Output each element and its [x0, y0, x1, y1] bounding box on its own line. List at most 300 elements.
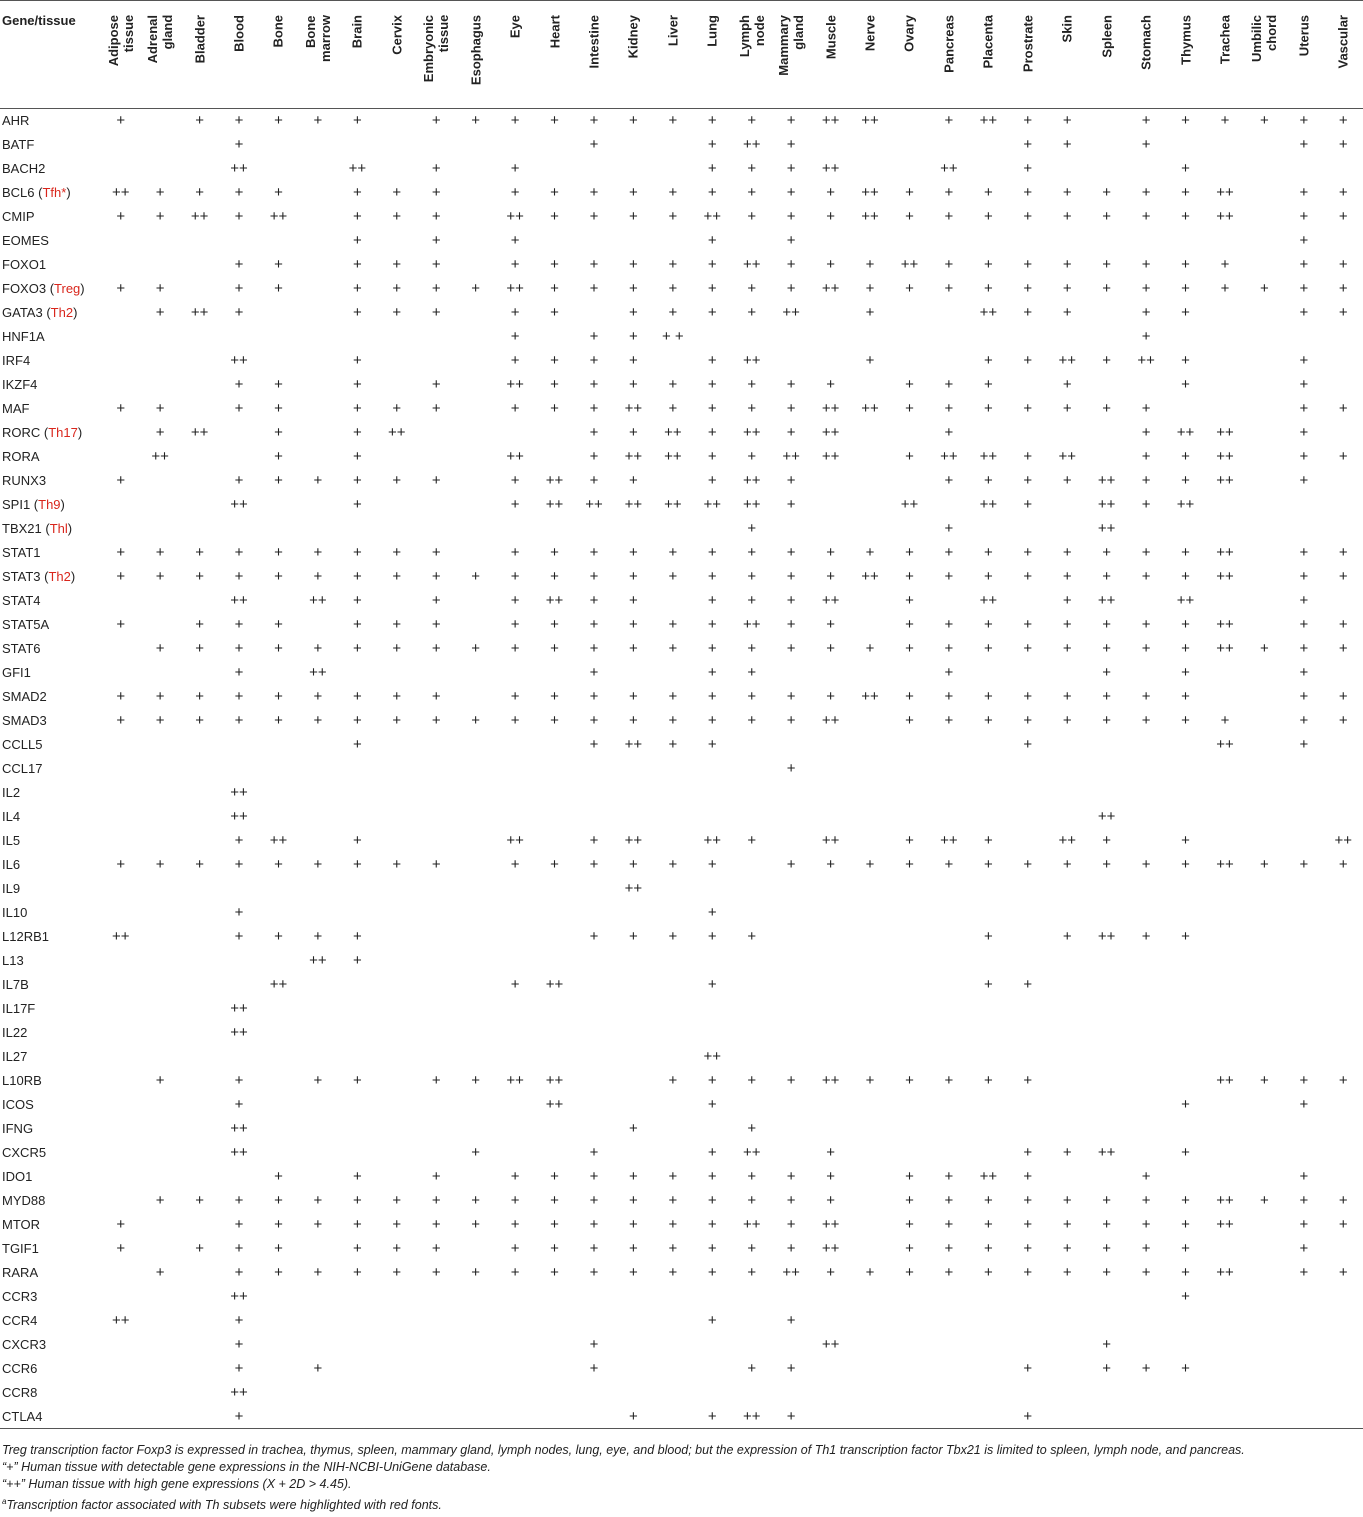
tissue-header-label: Adipose tissue — [105, 15, 136, 67]
tissue-header-label: Brain — [349, 15, 365, 49]
expression-cell — [535, 445, 574, 469]
expression-cell — [1324, 949, 1363, 973]
expression-cell: + — [234, 1192, 244, 1209]
gene-symbol: IL22 — [2, 1025, 28, 1040]
expression-cell — [180, 1285, 219, 1309]
expression-cell — [1205, 949, 1244, 973]
expression-cell — [771, 925, 810, 949]
expression-cell — [771, 1381, 810, 1405]
expression-cell — [929, 1309, 968, 1333]
expression-cell — [614, 973, 653, 997]
expression-cell: + — [352, 1216, 362, 1233]
expression-cell: ++ — [900, 496, 919, 513]
tissue-header-label: Nerve — [862, 15, 878, 52]
expression-cell — [1245, 541, 1284, 565]
expression-cell: ++ — [979, 1168, 998, 1185]
expression-cell — [1245, 181, 1284, 205]
expression-cell — [1087, 1093, 1126, 1117]
gene-symbol: MYD88 — [2, 1193, 46, 1208]
footnote-superscript: a — [2, 1497, 7, 1506]
expression-cell — [1126, 1333, 1165, 1357]
expression-cell: + — [707, 928, 717, 945]
expression-cell — [771, 1285, 810, 1309]
expression-cell — [929, 1285, 968, 1309]
expression-cell — [1324, 925, 1363, 949]
expression-cell: + — [352, 376, 362, 393]
expression-cell: + — [352, 616, 362, 633]
expression-cell: ++ — [190, 208, 209, 225]
expression-cell — [101, 1285, 140, 1309]
expression-cell — [298, 373, 337, 397]
expression-cell: + — [589, 712, 599, 729]
expression-cell — [1245, 925, 1284, 949]
expression-cell — [929, 1141, 968, 1165]
expression-cell: + — [905, 688, 914, 705]
expression-cell — [259, 589, 298, 613]
expression-cell — [377, 901, 416, 925]
expression-cell — [140, 1045, 179, 1069]
expression-cell — [614, 517, 653, 541]
expression-cell: + — [1062, 568, 1072, 585]
expression-cell — [653, 133, 692, 157]
expression-cell: + — [629, 112, 638, 130]
expression-cell: + — [234, 376, 244, 393]
expression-cell — [811, 133, 850, 157]
expression-cell — [1324, 325, 1363, 349]
expression-cell — [535, 517, 574, 541]
expression-cell — [495, 757, 534, 781]
expression-cell — [1048, 1309, 1087, 1333]
expression-cell — [1324, 1093, 1363, 1117]
expression-cell — [219, 733, 258, 757]
expression-cell — [180, 1261, 219, 1285]
expression-cell — [1245, 1261, 1284, 1285]
expression-cell — [1205, 1237, 1244, 1261]
expression-cell: ++ — [506, 208, 524, 225]
expression-cell: + — [707, 376, 717, 393]
expression-cell: + — [274, 568, 283, 585]
expression-cell — [890, 517, 929, 541]
expression-cell — [1166, 133, 1205, 157]
expression-cell: + — [589, 1144, 599, 1161]
expression-cell — [298, 1309, 337, 1333]
expression-cell — [180, 1381, 219, 1405]
expression-cell: + — [589, 112, 599, 130]
expression-cell — [180, 805, 219, 829]
expression-cell: + — [1062, 1144, 1072, 1161]
expression-cell — [1245, 709, 1284, 733]
expression-cell — [259, 1333, 298, 1357]
expression-cell: + — [313, 568, 323, 585]
expression-cell — [535, 901, 574, 925]
gene-symbol: L13 — [2, 953, 24, 968]
expression-cell: + — [589, 616, 599, 633]
expression-cell: + — [550, 400, 559, 417]
expression-cell — [140, 901, 179, 925]
expression-cell — [456, 325, 495, 349]
expression-cell — [693, 1333, 732, 1357]
expression-cell — [1008, 805, 1047, 829]
expression-cell — [101, 1021, 140, 1045]
expression-cell — [890, 925, 929, 949]
expression-cell: + — [589, 928, 599, 945]
expression-cell: + — [589, 1168, 599, 1185]
expression-cell — [929, 301, 968, 325]
expression-cell — [732, 1021, 771, 1045]
expression-cell — [180, 949, 219, 973]
table-row — [0, 685, 1363, 709]
expression-cell — [535, 1021, 574, 1045]
expression-cell — [495, 1381, 534, 1405]
expression-cell — [1324, 1117, 1363, 1141]
expression-cell — [1166, 997, 1205, 1021]
expression-cell: + — [944, 280, 954, 297]
expression-cell: + — [1062, 640, 1072, 657]
expression-cell — [535, 1381, 574, 1405]
expression-cell — [1166, 1333, 1205, 1357]
expression-cell — [495, 877, 534, 901]
th-subset-label: Th17 — [48, 425, 78, 440]
expression-cell — [338, 1093, 377, 1117]
expression-cell: ++ — [979, 592, 998, 609]
th-subset-label: Tfh* — [42, 185, 67, 200]
expression-cell: + — [1141, 1168, 1151, 1185]
expression-cell: + — [352, 736, 362, 753]
expression-cell — [101, 445, 140, 469]
gene-name-cell — [0, 541, 101, 565]
expression-cell: + — [1102, 856, 1112, 873]
expression-cell: + — [155, 400, 165, 417]
expression-cell: + — [1220, 112, 1230, 130]
expression-cell: + — [234, 832, 244, 849]
expression-cell: + — [431, 280, 441, 297]
expression-cell: ++ — [1097, 520, 1116, 537]
expression-cell: + — [550, 280, 559, 297]
expression-cell — [850, 1021, 889, 1045]
expression-cell: + — [826, 184, 835, 201]
expression-cell: + — [629, 472, 638, 489]
expression-cell: + — [510, 856, 520, 873]
expression-cell — [219, 1045, 258, 1069]
gene-name-cell: GATA3 (Th2) — [2, 305, 78, 320]
expression-cell: + — [1338, 640, 1348, 657]
expression-cell: + — [1338, 256, 1348, 273]
expression-cell — [653, 517, 692, 541]
expression-cell: + — [905, 280, 914, 297]
expression-cell: + — [707, 568, 717, 585]
expression-cell — [338, 133, 377, 157]
expression-cell: + — [944, 376, 954, 393]
expression-cell — [1205, 373, 1244, 397]
expression-cell — [1166, 1309, 1205, 1333]
expression-cell — [259, 877, 298, 901]
expression-cell — [969, 1117, 1008, 1141]
table-row — [0, 565, 1363, 589]
expression-cell: ++ — [506, 832, 524, 849]
expression-cell — [101, 1357, 140, 1381]
expression-cell — [1324, 1237, 1363, 1261]
gene-symbol: IL2 — [2, 785, 21, 800]
expression-cell: + — [116, 712, 126, 729]
table-row — [0, 1309, 1363, 1333]
expression-cell — [1008, 949, 1047, 973]
expression-cell — [338, 757, 377, 781]
expression-cell: + — [352, 928, 362, 945]
gene-name-cell — [0, 613, 101, 637]
expression-cell — [180, 661, 219, 685]
expression-cell — [969, 157, 1008, 181]
table-row — [0, 877, 1363, 901]
table-row — [0, 133, 1363, 157]
expression-cell — [1245, 949, 1284, 973]
expression-cell: + — [707, 448, 717, 465]
expression-cell — [495, 1357, 534, 1381]
gene-name-cell — [0, 1213, 101, 1237]
expression-cell — [101, 1333, 140, 1357]
expression-cell — [1205, 325, 1244, 349]
gene-name-cell — [0, 157, 101, 181]
tissue-header-label: Blood — [231, 15, 247, 52]
expression-cell — [1245, 325, 1284, 349]
expression-cell: + — [1062, 208, 1072, 225]
expression-cell — [259, 133, 298, 157]
expression-cell — [101, 781, 140, 805]
expression-cell: + — [1181, 1192, 1190, 1209]
expression-cell — [180, 1165, 219, 1189]
expression-cell — [732, 853, 771, 877]
expression-cell — [890, 133, 929, 157]
expression-cell: + — [1141, 1240, 1151, 1257]
expression-cell — [1166, 1069, 1205, 1093]
expression-cell: + — [944, 424, 954, 441]
expression-cell: + — [313, 112, 323, 130]
expression-cell — [377, 997, 416, 1021]
table-row — [0, 1021, 1363, 1045]
expression-cell: + — [1102, 616, 1112, 633]
expression-cell — [929, 349, 968, 373]
expression-cell — [693, 877, 732, 901]
expression-cell — [101, 253, 140, 277]
expression-cell: + — [1023, 544, 1033, 561]
gene-symbol: IL27 — [2, 1049, 28, 1064]
gene-symbol: CCL17 — [2, 761, 43, 776]
expression-cell — [732, 781, 771, 805]
expression-cell — [1126, 1309, 1165, 1333]
expression-cell — [1205, 589, 1244, 613]
expression-cell: + — [1102, 664, 1112, 681]
expression-cell — [101, 157, 140, 181]
expression-cell: + — [116, 688, 126, 705]
table-row — [0, 757, 1363, 781]
expression-cell: + — [1181, 712, 1190, 729]
tissue-header-label: Ovary — [901, 15, 917, 52]
expression-cell — [1245, 757, 1284, 781]
expression-cell: + — [786, 1240, 796, 1257]
expression-cell — [377, 325, 416, 349]
expression-cell: ++ — [506, 376, 524, 393]
expression-cell — [338, 1285, 377, 1309]
expression-cell — [811, 1357, 850, 1381]
expression-cell — [298, 229, 337, 253]
expression-cell: + — [747, 304, 757, 321]
expression-cell: ++ — [230, 1024, 248, 1041]
expression-cell — [929, 133, 968, 157]
expression-cell: + — [195, 568, 204, 585]
expression-cell: ++ — [111, 928, 130, 945]
expression-cell — [969, 997, 1008, 1021]
expression-cell — [180, 1333, 219, 1357]
expression-cell: ++ — [821, 1072, 840, 1089]
expression-cell: + — [1141, 328, 1151, 345]
expression-cell — [140, 1141, 179, 1165]
expression-cell: + — [234, 472, 244, 489]
expression-cell: + — [1220, 280, 1230, 297]
expression-cell: + — [668, 1216, 678, 1233]
expression-cell — [1245, 1333, 1284, 1357]
expression-cell — [298, 301, 337, 325]
expression-cell: ++ — [1216, 616, 1234, 633]
expression-cell: + — [313, 472, 323, 489]
expression-cell: + — [1181, 160, 1190, 177]
expression-cell: + — [550, 304, 559, 321]
footnote-4-text: Transcription factor associated with Th subsets were highlighted with red fonts. — [6, 1498, 442, 1513]
expression-cell — [732, 1093, 771, 1117]
gene-name-cell — [0, 1141, 101, 1165]
expression-cell: + — [550, 712, 559, 729]
expression-cell — [456, 757, 495, 781]
expression-cell — [1245, 661, 1284, 685]
expression-cell — [1008, 757, 1047, 781]
expression-cell — [574, 877, 613, 901]
expression-cell: ++ — [1216, 448, 1234, 465]
expression-cell — [298, 973, 337, 997]
expression-cell: ++ — [506, 1072, 524, 1089]
expression-cell — [456, 1381, 495, 1405]
expression-cell — [929, 901, 968, 925]
gene-name-cell: BCL6 (Tfh*) — [2, 185, 71, 200]
expression-cell: + — [944, 520, 954, 537]
expression-cell: ++ — [269, 976, 288, 993]
expression-cell — [298, 421, 337, 445]
expression-cell — [1205, 1381, 1244, 1405]
expression-cell: + — [510, 1264, 520, 1281]
expression-cell: + — [510, 1240, 520, 1257]
expression-cell: ++ — [664, 424, 682, 441]
expression-cell: + — [668, 376, 678, 393]
expression-cell — [811, 949, 850, 973]
expression-cell — [969, 877, 1008, 901]
expression-cell: + — [510, 616, 520, 633]
expression-cell — [890, 877, 929, 901]
expression-cell — [1166, 1405, 1205, 1429]
expression-cell: + — [747, 112, 757, 130]
expression-cell — [850, 1141, 889, 1165]
expression-cell: + — [1299, 592, 1309, 609]
expression-cell — [1284, 805, 1323, 829]
expression-cell — [180, 1141, 219, 1165]
table-row — [0, 1285, 1363, 1309]
expression-cell: + — [707, 232, 717, 249]
expression-cell — [456, 1357, 495, 1381]
expression-cell — [1245, 973, 1284, 997]
expression-cell — [969, 1309, 1008, 1333]
expression-cell: + — [510, 712, 520, 729]
expression-cell — [1048, 805, 1087, 829]
expression-cell — [338, 1381, 377, 1405]
expression-cell: ++ — [1097, 928, 1116, 945]
expression-cell: + — [668, 616, 678, 633]
gene-symbol: GFI1 — [2, 665, 31, 680]
expression-cell: + — [431, 160, 441, 177]
expression-cell: + — [1299, 112, 1309, 130]
expression-cell — [495, 1117, 534, 1141]
expression-cell: + — [431, 568, 441, 585]
expression-cell — [653, 997, 692, 1021]
expression-cell: + — [1338, 1216, 1348, 1233]
expression-cell: + — [589, 688, 599, 705]
expression-cell — [219, 973, 258, 997]
expression-cell — [1087, 1117, 1126, 1141]
expression-cell — [259, 901, 298, 925]
expression-cell: + — [550, 208, 559, 225]
expression-cell: + — [274, 256, 283, 273]
expression-cell: + — [707, 304, 717, 321]
expression-cell: + — [905, 1216, 914, 1233]
expression-cell: + — [1062, 928, 1072, 945]
expression-cell — [1245, 445, 1284, 469]
expression-cell — [456, 301, 495, 325]
expression-cell: ++ — [742, 472, 761, 489]
expression-cell — [653, 157, 692, 181]
expression-cell: ++ — [1176, 424, 1195, 441]
expression-cell: + — [629, 640, 638, 657]
expression-cell — [101, 349, 140, 373]
expression-cell — [1324, 1405, 1363, 1429]
expression-cell: ++ — [861, 184, 879, 201]
expression-cell — [811, 517, 850, 541]
expression-cell: ++ — [782, 304, 800, 321]
expression-cell — [377, 1405, 416, 1429]
expression-cell — [574, 949, 613, 973]
expression-cell — [811, 901, 850, 925]
expression-cell — [1324, 1309, 1363, 1333]
expression-cell — [693, 517, 732, 541]
expression-cell: + — [747, 928, 757, 945]
expression-cell — [1205, 1141, 1244, 1165]
expression-cell — [1245, 1285, 1284, 1309]
expression-cell: + — [589, 592, 599, 609]
expression-cell: + — [707, 280, 717, 297]
expression-cell: + — [313, 544, 323, 561]
expression-cell — [101, 517, 140, 541]
gene-name-cell — [0, 685, 101, 709]
expression-cell: + — [707, 1216, 717, 1233]
expression-cell: + — [471, 1192, 481, 1209]
gene-name-cell — [0, 1261, 101, 1285]
table-row — [0, 445, 1363, 469]
expression-cell: ++ — [269, 832, 288, 849]
expression-cell — [101, 1141, 140, 1165]
expression-cell — [417, 1405, 456, 1429]
expression-cell: + — [431, 400, 441, 417]
expression-cell: + — [944, 856, 954, 873]
expression-cell — [219, 1165, 258, 1189]
expression-cell — [219, 757, 258, 781]
tissue-header — [1245, 1, 1284, 109]
expression-cell — [811, 925, 850, 949]
expression-cell: + — [1181, 928, 1190, 945]
table-row — [0, 205, 1363, 229]
